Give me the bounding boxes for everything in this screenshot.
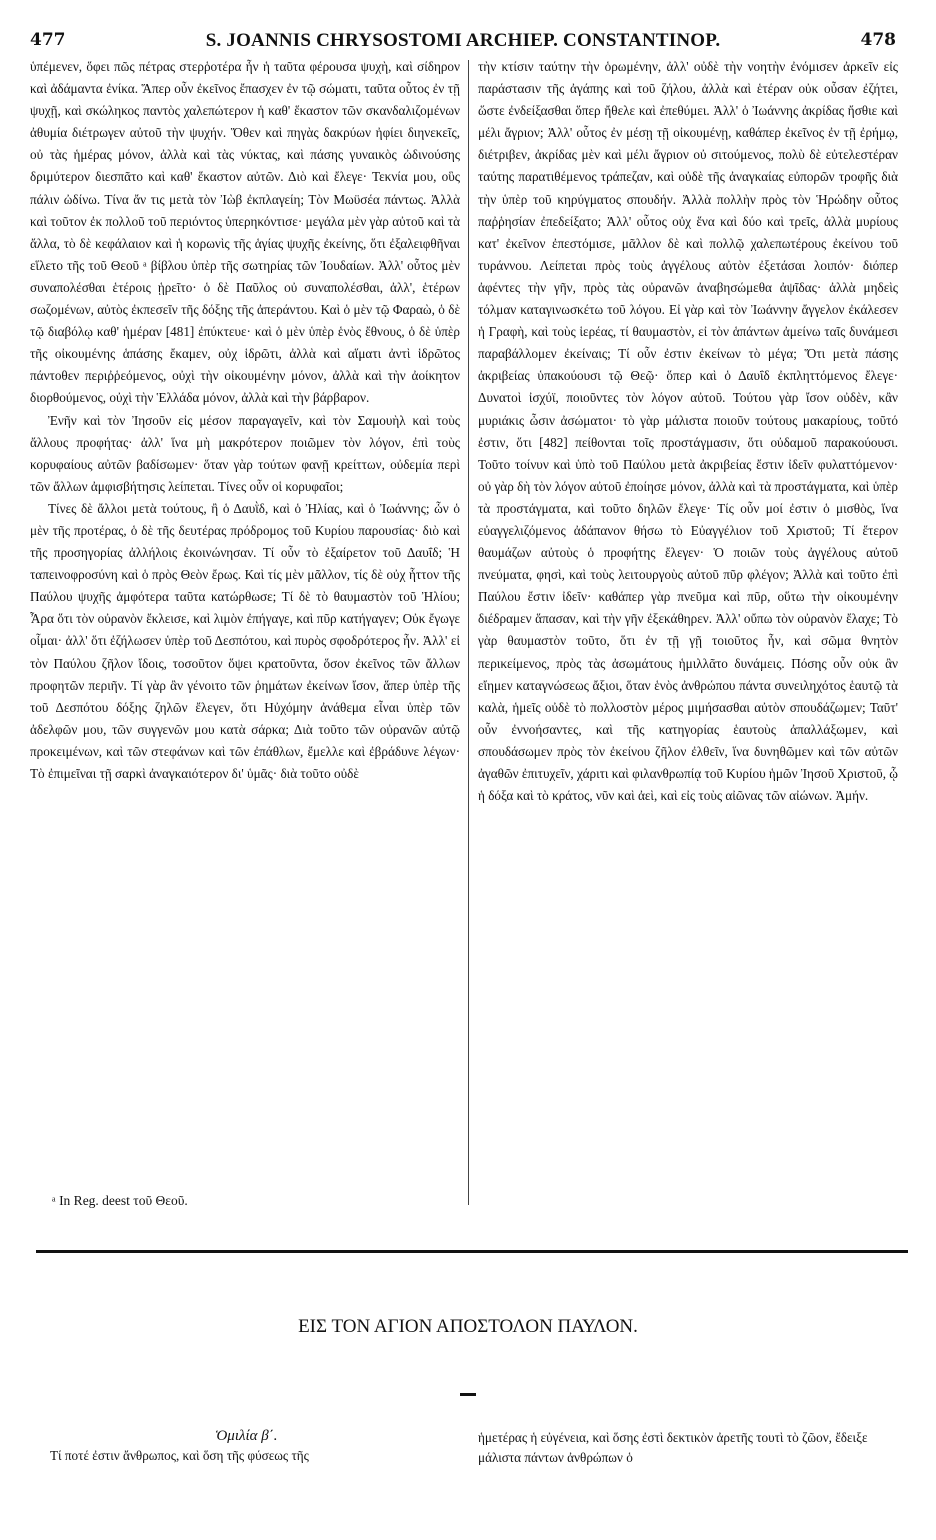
running-title: S. JOANNIS CHRYSOSTOMI ARCHIEP. CONSTANTINOP. [205, 30, 721, 51]
footnote: ᵃ In Reg. deest τοῦ Θεοῦ. [52, 1193, 188, 1208]
left-paragraph-3: Τίνες δὲ ἄλλοι μετὰ τούτους, ἢ ὁ Δαυῒδ, καὶ ὁ Ἠλίας, καὶ ὁ Ἰωάννης; ὧν ὁ μὲν τῆς προτέρας, ὁ δὲ τῆς δευτέρας πρόδρομος τοῦ Κυρίου παρουσίας· διὸ καὶ τῆς προσηγορίας ἀλλήλοις ἐκοινώνησαν. Τί οὖν τὸ ἐξαίρετον τοῦ Δαυΐδ; Ἡ ταπεινοφροσύνη καὶ ὁ πρὸς Θεὸν ἔρως. Καὶ τίς μὲν μᾶλλον, τίς δὲ οὐχ ἧττον τῆς Παύλου ψυχῆς ἀμφότερα ταῦτα κατώρθωσε; Τί δὲ τὸ θαυμαστὸν τοῦ Ἠλίου; Ἆρα ὅτι τὸν οὐρανὸν ἔκλεισε, καὶ λιμὸν ἐπήγαγε, καὶ πῦρ κατήγαγεν; Οὐκ ἔγωγε οἶμαι· ἀλλ' ὅτι ἐζήλωσεν ὑπὲρ τοῦ Δεσπότου, καὶ πυρὸς σφοδρότερος ἦν. Ἀλλ' εἰ τὸν Παύλου ζῆλον ἴδοις, τοσοῦτον ὅψει κρατοῦντα, ὅσον ἐκεῖνος τῶν ἄλλων προφητῶν περιῆν. Τί γὰρ ἂν γένοιτο τῶν ῥημάτων ἐκείνων ἴσον, ἅπερ ὑπὲρ τῆς τοῦ Δεσπότου δόξης ζηλῶν ἔλεγεν, ὅτι Ηὐχόμην ἀνάθεμα εἶναι ὑπὲρ τῶν ἀδελφῶν μου, τῶν συγγενῶν μου κατὰ σάρκα; Διὰ τοῦτο τῶν οὐρανῶν αὐτῷ προκειμένων, καὶ τῶν στεφάνων καὶ τῶν ἐπάθλων, ἔμελλε καὶ ἐβράδυνε λέγων· Τὸ ἐπιμεῖναι τῇ σαρκὶ ἀναγκαιότερον δι' ὑμᾶς· διὰ τοῦτο οὐδὲ [30, 500, 460, 781]
right-column [478, 56, 898, 1211]
page-number-right: 478 [860, 30, 896, 50]
right-paragraph-1: τὴν κτίσιν ταύτην τὴν ὁρωμένην, ἀλλ' οὐδὲ τὴν νοητὴν ἐνόμισεν ἀρκεῖν εἰς παράστασιν τῆς ἀγάπης καὶ τοῦ ζήλου, ἀλλὰ καὶ ἑτέραν οὐκ οὖσαν ἐζήτει, ὥστε ἐνδείξασθαι ὅπερ ἤθελε καὶ ἐπεθύμει. Ἀλλ' ὁ Ἰωάννης ἀκρίδας ἤσθιε καὶ μέλι ἄγριον; Ἀλλ' οὗτος ἐν μέσῃ τῇ οἰκουμένῃ, καθάπερ ἐκεῖνος ἐν τῇ ἐρήμῳ, διέτριβεν, ἀκρίδας μὲν καὶ μέλι ἄγριον οὐ σιτούμενος, πολὺ δὲ εὐτελεστέραν ταύτης παρατιθέμενος τράπεζαν, καὶ οὐδὲ τῆς ἀναγκαίας εὐπορῶν τροφῆς διὰ τὴν ὑπὲρ τοῦ κηρύγματος σπουδήν. Ἀλλὰ πολλὴν πρὸς τὸν Ἡρώδην οὗτος παῤῥησίαν ἐπεδείξατο; Ἀλλ' οὗτος οὐχ ἕνα καὶ δύο καὶ τρεῖς, ἀλλὰ μυρίους κατ' ἐκεῖνον ἐπεστόμισε, μᾶλλον δὲ καὶ πολλῷ χαλεπωτέρους ἐκείνου τοῦ τυράννου. Λείπεται πρὸς τοὺς ἀγγέλους αὐτὸν ἐξετάσαι λοιπόν· διόπερ ἀφέντες τὴν γῆν, πρὸς τὰς οὐρανῶν ἀναβησώμεθα ἀψῖδας· ἀλλὰ μηδεὶς τόλμαν καταγινωσκέτω τοῦ λόγου. Εἰ γὰρ καὶ τὸν Ἰωάννην ἄγγελον ἐκάλεσεν ἡ Γραφὴ, καὶ τοὺς ἱερέας, τί θαυμαστὸν, εἰ τὸν ἁπάντων ἀμείνω ταῖς δυνάμεσι παραβάλλομεν ἐκείναις; Τί οὖν ἐστιν ἐκείνων τὸ μέγα; Ὅτι μετὰ πάσης ἀκριβείας ὑπακούουσι τῷ Θεῷ· ὅπερ καὶ ὁ Δαυΐδ ἐκπληττόμενος ἔλεγε· Δυνατοὶ ἰσχύϊ, ποιοῦντες τὸν λόγον αὐτοῦ. Τούτου γὰρ ἴσον οὐδὲν, κἂν μυριάκις ὦσιν ἀσώματοι· τὸ γὰρ μάλιστα ποιοῦν τούτους μακαρίους, τοῦτό ἐστιν, ὅτι [482] πείθονται τοῖς προστάγμασιν, ὅτι οὐδαμοῦ παρακούουσι. Τοῦτο τοίνυν καὶ ὑπὸ τοῦ Παύλου μετὰ ἀκριβείας ἔστιν ἰδεῖν φυλαττόμενον· οὐ γὰρ δὴ τὸν λόγον αὐτοῦ ἐποίησε μόνον, ἀλλὰ καὶ τὰ προστάγματα, καὶ ὑπὲρ τὰ προστάγματα, καὶ τοῦτο δηλῶν ἔλεγε· Τίς οὖν μοί ἐστιν ὁ μισθὸς, ἵνα εὐαγγελιζόμενος ἀδάπανον θήσω τὸ Εὐαγγέλιον τοῦ Χριστοῦ; Τί ἕτερον θαυμάζων αὐτοὺς ὁ προφήτης ἔλεγεν· Ὁ ποιῶν τοὺς ἀγγέλους αὐτοῦ πνεύματα, φησὶ, καὶ τοὺς λειτουργοὺς αὐτοῦ πῦρ φλέγον; Ἀλλὰ καὶ τοῦτο ἐπὶ Παύλου ἔστιν ἰδεῖν· καθάπερ γὰρ πνεῦμα καὶ πῦρ, οὕτω τὴν οἰκουμένην διέδραμεν ἅπασαν, καὶ τὴν γῆν ἐξεκάθηρεν. Ἀλλ' οὔπω τὸν οὐρανὸν ἔλαχε; Τὸ γὰρ θαυμαστὸν τοῦτο, ὅτι ἐν τῇ γῇ τοιοῦτος ἦν, καὶ σῶμα θνητὸν περικείμενος, πρὸς τὰς ἀσωμάτους ἡμιλλᾶτο δυνάμεις. Πόσης οὖν οὐκ ἂν εἴημεν καταγνώσεως ἄξιοι, ὅταν ἑνὸς ἀνθρώπου πάντα συνειληχότος ἑαυτῷ τὰ καλὰ, ἡμεῖς οὐδὲ τὸ πολλοστὸν μέρος μιμήσασθαι αὐτὸν σπουδάζωμεν; Ταῦτ' οὖν ἐννοήσαντες, καὶ τῆς κατηγορίας ἑαυτοὺς ἀπαλλάξωμεν, καὶ σπουδάσωμεν πρὸς τὸν ἐκείνου ζῆλον ἐλθεῖν, ἵνα δυνηθῶμεν καὶ τῶν αὐτῶν ἀγαθῶν ἐπιτυχεῖν, χάριτι καὶ φιλανθρωπίᾳ τοῦ Κυρίου ἡμῶν Ἰησοῦ Χριστοῦ, ᾧ ἡ δόξα καὶ τὸ κράτος, νῦν καὶ ἀεὶ, καὶ εἰς τοὺς αἰῶνας τῶν αἰώνων. Ἀμήν. [478, 59, 898, 804]
left-paragraph-2: Ἐνῆν καὶ τὸν Ἰησοῦν εἰς μέσον παραγαγεῖν, καὶ τὸν Σαμουὴλ καὶ τοὺς ἄλλους προφήτας· ἀλλ' ἵνα μὴ μακρότερον ποιῶμεν τὸν λόγον, ἐπὶ τοὺς κορυφαίους αὐτῶν βαδίσωμεν· ὅταν γὰρ τούτων φανῇ κρείττων, οὐδεμία περὶ τῶν ἄλλων ἀμφισβήτησις λείπεται. Τίνες οὖν οἱ κορυφαῖοι; [30, 412, 460, 494]
section-divider [36, 1250, 908, 1253]
ornament-dash [460, 1393, 476, 1396]
page-number-left: 477 [30, 30, 66, 50]
homily-label: Ὁμιλία β΄. [215, 1428, 278, 1444]
bottom-left-text: Τί ποτέ ἐστιν ἄνθρωπος, καὶ ὅση τῆς φύσεως τῆς [50, 1448, 309, 1463]
column-divider [468, 60, 469, 1205]
left-column [30, 56, 460, 1201]
bottom-right-text: ἡμετέρας ἡ εὐγένεια, καὶ ὅσης ἐστὶ δεκτικὸν ἀρετῆς τουτὶ τὸ ζῶον, ἔδειξε μάλιστα πάντων ἀνθρώπων ὁ [478, 1430, 868, 1465]
left-paragraph-1: ὑπέμενεν, ὅφει πῶς πέτρας στερῥοτέρα ἦν ἡ ταῦτα φέρουσα ψυχὴ, καὶ σίδηρον καὶ ἀδάμαντα ἐνίκα. Ἅπερ οὖν ἐκεῖνος ἔπασχεν ἐν τῷ σώματι, ταῦτα οὗτος ἐν τῇ ψυχῇ, καὶ σκώληκος παντὸς χαλεπώτερον ἡ καθ' ἕκαστον τῶν σκανδαλιζομένων ἀθυμία διέτρωγεν αὐτοῦ τὴν ψυχήν. Ὅθεν καὶ πηγὰς δακρύων ἠφίει διηνεκεῖς, οὐ τὰς ἡμέρας μόνον, ἀλλὰ καὶ τὰς νύκτας, καὶ πάσης γυναικὸς ὠδινούσης δριμύτερον διεσπᾶτο καὶ καθ' ἕκαστον αὐτῶν. Διὸ καὶ ἔλεγε· Τεκνία μου, οὓς πάλιν ὠδίνω. Τίνα ἄν τις μετὰ τὸν Ἰὼβ ἐκπλαγείη; Τὸν Μωϋσέα πάντως. Ἀλλὰ καὶ τοῦτον ἐκ πολλοῦ τοῦ περιόντος ὑπερηκόντισε· μεγάλα μὲν γὰρ αὐτοῦ καὶ τὰ ἄλλα, τὸ δὲ κεφάλαιον καὶ ἡ κορωνὶς τῆς ἁγίας ψυχῆς ἐκείνης, ὅτι ἐξαλειφθῆναι εἵλετο τῆς τοῦ Θεοῦ ᵃ βίβλου ὑπὲρ τῆς σωτηρίας τῶν Ἰουδαίων. Ἀλλ' οὗτος μὲν συναπολέσθαι ἑτέροις ᾑρεῖτο· ὁ δὲ Παῦλος οὐ συναπολέσθαι, ἀλλ', ἑτέρων σωζομένων, αὐτὸς ἐκπεσεῖν τῆς δόξης τῆς ἀπεράντου. Καὶ ὁ μὲν τῷ Φαραὼ, ὁ δὲ τῷ διαβόλῳ καθ' ἡμέραν [481] ἐπύκτευε· καὶ ὁ μὲν ὑπὲρ ἑνὸς ἔθνους, ὁ δὲ ὑπὲρ τῆς οἰκουμένης ἁπάσης ἔκαμεν, οὐχ ἱδρῶτι, ἀλλὰ καὶ αἵματι ἀντὶ ἱδρῶτος πάντοθεν περιῤῥεόμενος, οὐχὶ τὴν οἰκουμένην μόνον, ἀλλὰ καὶ τὴν ἀοίκητον διορθούμενος, οὐχὶ τὴν Ἑλλάδα μόνον, ἀλλὰ καὶ τὴν βάρβαρον. [30, 59, 460, 406]
page-header [30, 30, 896, 58]
section-title: ΕΙΣ ΤΟΝ ΑΓΙΟΝ ΑΠΟΣΤΟΛΟΝ ΠΑΥΛΟΝ. [298, 1316, 638, 1337]
